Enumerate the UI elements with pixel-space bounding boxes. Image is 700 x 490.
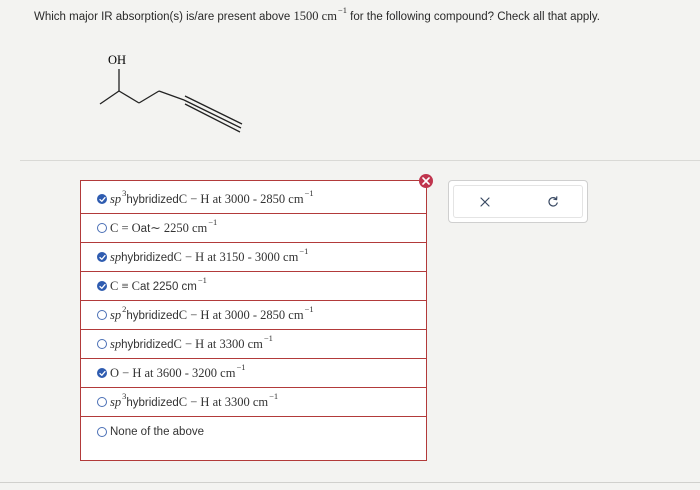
- option-label-part: C − H at 3150 - 3000 cm: [173, 249, 299, 264]
- option-label-part: C − H at 3300 cm: [178, 394, 269, 409]
- check-icon: [99, 196, 106, 203]
- option-row[interactable]: [81, 417, 426, 446]
- clear-button[interactable]: [476, 193, 494, 211]
- option-label-part: 2: [122, 303, 127, 314]
- question-exponent: −1: [337, 5, 347, 15]
- option-row[interactable]: [81, 243, 426, 272]
- answer-actions-inner: [453, 185, 583, 218]
- check-icon: [99, 254, 106, 261]
- option-label-part: hybridized: [126, 193, 179, 206]
- question-prefix: Which major IR absorption(s) is/are present above: [34, 11, 291, 23]
- option-label-part: C = O: [110, 221, 141, 235]
- check-icon: [99, 370, 106, 377]
- option-label-part: O − H at 3600 - 3200 cm: [110, 365, 236, 380]
- option-row[interactable]: [81, 330, 426, 359]
- option-label-part: at: [140, 223, 151, 235]
- checkbox-unchecked[interactable]: [97, 339, 107, 349]
- question-wavenumber: 1500 cm: [293, 9, 337, 23]
- error-x-icon: [419, 174, 433, 188]
- checkbox-unchecked[interactable]: [97, 310, 107, 320]
- section-divider: [20, 160, 700, 161]
- option-label-part: −1: [269, 390, 279, 401]
- option-label-part: C − H at 3000 - 2850 cm: [178, 307, 304, 322]
- option-label-part: 3: [122, 187, 127, 198]
- option-row[interactable]: [81, 214, 426, 243]
- option-label-part: sp: [110, 394, 122, 409]
- option-label-part: hybridized: [121, 338, 174, 351]
- check-icon: [99, 283, 106, 290]
- option-label: [110, 245, 309, 265]
- option-label-part: ∼ 2250 cm: [150, 221, 208, 235]
- checkbox-checked[interactable]: [97, 252, 107, 262]
- option-label-part: C − H at 3000 - 2850 cm: [178, 191, 304, 206]
- checkbox-checked[interactable]: [97, 194, 107, 204]
- option-label: [110, 187, 314, 207]
- option-label: [110, 303, 314, 323]
- checkbox-unchecked[interactable]: [97, 427, 107, 437]
- question-text: [34, 5, 600, 24]
- close-x-icon: [480, 197, 490, 207]
- option-label-part: sp: [110, 336, 122, 351]
- option-label-part: sp: [110, 307, 122, 322]
- option-label: [110, 390, 279, 410]
- oh-label: OH: [108, 53, 127, 67]
- bottom-divider: [0, 482, 700, 483]
- option-row[interactable]: [81, 388, 426, 417]
- option-label-part: hybridized: [126, 396, 179, 409]
- option-label-part: −1: [263, 332, 273, 343]
- checkbox-unchecked[interactable]: [97, 223, 107, 233]
- option-label-part: hybridized: [121, 251, 174, 264]
- option-label: [110, 217, 218, 236]
- option-label: [110, 361, 246, 381]
- option-label-part: −1: [197, 274, 207, 285]
- option-label-part: None of the above: [110, 425, 204, 438]
- checkbox-unchecked[interactable]: [97, 397, 107, 407]
- chemical-structure: [90, 44, 260, 144]
- option-row[interactable]: [81, 272, 426, 301]
- option-label-part: hybridized: [126, 309, 179, 322]
- option-label-part: C ≡ C: [110, 278, 140, 293]
- option-row[interactable]: [81, 301, 426, 330]
- option-label-part: −1: [208, 217, 218, 227]
- structure-drawing: [90, 44, 260, 144]
- option-label-part: −1: [304, 187, 314, 198]
- option-label-part: −1: [299, 245, 309, 256]
- reset-refresh-icon: [547, 196, 559, 208]
- option-label-part: at 2250 cm: [139, 280, 197, 293]
- options-list: [80, 180, 427, 461]
- reset-button[interactable]: [544, 193, 562, 211]
- checkbox-checked[interactable]: [97, 281, 107, 291]
- option-label-part: −1: [304, 303, 314, 314]
- answer-actions: [448, 180, 588, 223]
- option-label-part: −1: [236, 361, 246, 372]
- option-label: [110, 426, 204, 438]
- option-label-part: sp: [110, 191, 122, 206]
- option-row[interactable]: [81, 359, 426, 388]
- option-label-part: 3: [122, 390, 127, 401]
- question-suffix: for the following compound? Check all that apply.: [350, 11, 600, 23]
- option-row[interactable]: [81, 185, 426, 214]
- option-label: [110, 332, 273, 352]
- option-label-part: sp: [110, 249, 122, 264]
- option-label-part: C − H at 3300 cm: [173, 336, 263, 351]
- option-label: [110, 274, 207, 294]
- checkbox-checked[interactable]: [97, 368, 107, 378]
